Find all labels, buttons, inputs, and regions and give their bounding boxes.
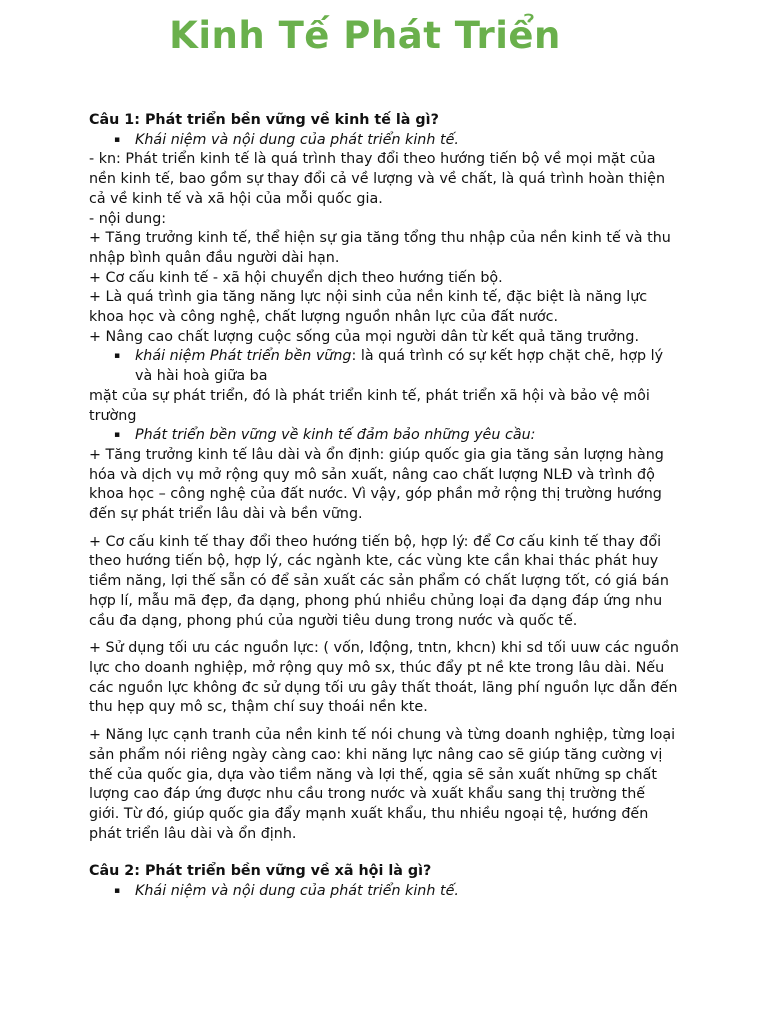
sustainable-development-continuation: mặt của sự phát triển, đó là phát triển kinh tế, phát triển xã hội và bảo vệ môi trường bbox=[89, 387, 650, 424]
question-1-heading: Câu 1: Phát triển bền vững về kinh tế là gì? bbox=[89, 112, 439, 128]
bullet-text: Khái niệm và nội dung của phát triển kinh tế. bbox=[135, 883, 459, 900]
definition-paragraph: - kn: Phát triển kinh tế là quá trình thay đổi theo hướng tiến bộ về mọi mặt của nền kinh tế, bao gồm sự thay đổi cả về lượng và về chất, là quá trình hoàn thiện cả về kinh tế và xã hội của mỗi quốc gia. bbox=[89, 151, 666, 207]
content-item-2: + Cơ cấu kinh tế - xã hội chuyển dịch theo hướng tiến bộ. bbox=[89, 269, 503, 286]
bullet-text: Khái niệm và nội dung của phát triển kinh tế. bbox=[135, 131, 459, 148]
bullet-text-rest: : là quá trình có sự kết hợp chặt chẽ, hợp lý và hài hoà giữa ba bbox=[135, 348, 664, 385]
bullet-text-italic: khái niệm Phát triển bền vững bbox=[135, 348, 352, 365]
bullet-concept-economic-development bbox=[89, 131, 679, 151]
bullet-concept-social-development bbox=[89, 882, 679, 902]
bullet-square-icon: ▪ bbox=[114, 430, 121, 441]
bullet-square-icon: ▪ bbox=[114, 351, 121, 362]
requirement-structure: + Cơ cấu kinh tế thay đổi theo hướng tiến bộ, hợp lý: để Cơ cấu kinh tế thay đổi theo hướng tiến bộ, hợp lý, các ngành kte, các vùng kte cần khai thác phát huy tiềm năng, lợi thế sẵn có để sản xuất các sản phẩm có chất lượng tốt, có giá bán hợp lí, mẫu mã đẹp, đa dạng, phong phú nhiều chủng loại đa dạng đáp ứng nhu cầu đa dạng, phong phú của người tiêu dung trong nước và quốc tế. bbox=[89, 533, 669, 629]
document-title: Kinh Tế Phát Triển bbox=[169, 14, 561, 57]
bullet-economic-requirements bbox=[89, 426, 679, 446]
content-label: - nội dung: bbox=[89, 210, 167, 227]
document-body bbox=[89, 111, 679, 902]
requirement-competitiveness: + Năng lực cạnh tranh của nền kinh tế nói chung và từng doanh nghiệp, từng loại sản phẩm nói riêng ngày càng cao: khi năng lực nâng cao sẽ giúp tăng cường vị thế của quốc gia, dựa vào tiềm năng và lợi thế, qgia sẽ sản xuất những sp chất lượng cao đáp ứng được nhu cầu trong nước và xuất khẩu sang thị trường thế giới. Từ đó, giúp quốc gia đẩy mạnh xuất khẩu, thu nhiều ngoại tệ, hướng đến phát triển lâu dài và ổn định. bbox=[89, 727, 676, 842]
content-item-1: + Tăng trưởng kinh tế, thể hiện sự gia tăng tổng thu nhập của nền kinh tế và thu nhập bình quân đầu người dài hạn. bbox=[89, 230, 671, 266]
bullet-square-icon: ▪ bbox=[114, 134, 121, 145]
content-item-4: + Nâng cao chất lượng cuộc sống của mọi người dân từ kết quả tăng trưởng. bbox=[89, 328, 640, 345]
bullet-text: Phát triển bền vững về kinh tế đảm bảo những yêu cầu: bbox=[135, 427, 536, 444]
question-2-heading: Câu 2: Phát triển bền vững về xã hội là gì? bbox=[89, 863, 432, 880]
requirement-growth: + Tăng trưởng kinh tế lâu dài và ổn định: giúp quốc gia gia tăng sản lượng hàng hóa và dịch vụ mở rộng quy mô sản xuất, nâng cao chất lượng NLĐ và trình độ khoa học – công nghệ của đất nước. Vì vậy, góp phần mở rộng thị trường hướng đến sự phát triển lâu dài và bền vững. bbox=[89, 446, 664, 523]
content-item-3: + Là quá trình gia tăng năng lực nội sinh của nền kinh tế, đặc biệt là năng lực khoa học và công nghệ, chất lượng nguồn nhân lực của đất nước. bbox=[89, 289, 648, 326]
bullet-sustainable-development-concept bbox=[89, 347, 679, 386]
requirement-resources: + Sử dụng tối ưu các nguồn lực: ( vốn, lđộng, tntn, khcn) khi sd tối uuw các nguồn lực cho doanh nghiệp, mở rộng quy mô sx, thúc đẩy pt nề kte trong lâu dài. Nếu các nguồn lực không đc sử dụng tối ưu gây thất thoát, lãng phí nguồn lực dẫn đến thu hẹp quy mô sc, thậm chí suy thoái nền kte. bbox=[89, 640, 679, 716]
bullet-square-icon: ▪ bbox=[114, 886, 121, 897]
